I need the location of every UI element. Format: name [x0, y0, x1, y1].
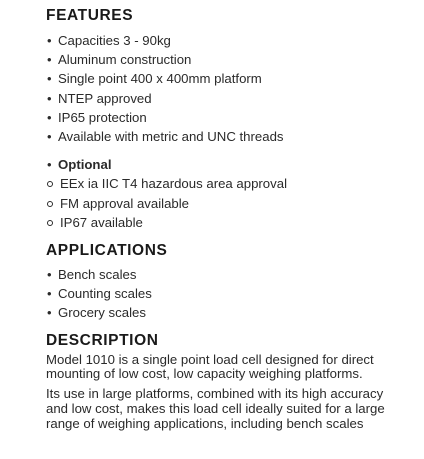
- bullet-icon: •: [47, 33, 52, 48]
- feature-item-text: IP65 protection: [58, 109, 147, 125]
- description-paragraph-1: [46, 353, 416, 383]
- features-heading: FEATURES: [46, 7, 134, 24]
- optional-list: [46, 155, 416, 174]
- feature-item: [46, 50, 416, 69]
- feature-item-text: NTEP approved: [58, 90, 152, 106]
- application-item-text: Bench scales: [58, 267, 137, 283]
- application-item: [46, 303, 416, 322]
- bullet-icon: •: [47, 109, 52, 125]
- optional-label: Optional: [58, 157, 112, 173]
- optional-sub-item-text: IP67 available: [60, 214, 143, 230]
- application-item-text: Counting scales: [58, 286, 152, 302]
- feature-item: [46, 89, 416, 108]
- description-line: mounting of low cost, low capacity weighing platforms.: [46, 366, 363, 382]
- feature-item-text: Available with metric and UNC threads: [58, 129, 284, 145]
- description-line: Its use in large platforms, combined with its high accuracy: [46, 386, 384, 402]
- description-line: range of weighing applications, including bench scales: [46, 415, 364, 431]
- feature-item: [46, 127, 416, 146]
- application-item: [46, 284, 416, 303]
- feature-item: [46, 108, 416, 127]
- bullet-icon: •: [47, 52, 52, 68]
- bullet-icon: •: [47, 286, 52, 302]
- description-heading: DESCRIPTION: [46, 331, 159, 349]
- bullet-icon: •: [47, 129, 52, 145]
- optional-sub-item: [46, 174, 416, 193]
- bullet-icon: •: [47, 71, 52, 87]
- optional-sub-list: [46, 174, 416, 232]
- feature-item: [46, 69, 416, 88]
- feature-item-text: Capacities 3 - 90kg: [58, 33, 171, 48]
- bullet-icon: •: [47, 157, 52, 173]
- description-line: and low cost, makes this load cell ideally suited for a large: [46, 401, 385, 417]
- optional-sub-item-text: FM approval available: [60, 195, 190, 211]
- applications-heading: APPLICATIONS: [46, 242, 168, 260]
- description-line: Model 1010 is a single point load cell designed for direct: [46, 351, 374, 367]
- optional-sub-item-text: EEx ia IIC T4 hazardous area approval: [60, 176, 288, 192]
- hollow-bullet-icon: [47, 220, 53, 226]
- feature-item: [46, 31, 416, 50]
- bullet-icon: •: [47, 90, 52, 106]
- optional-sub-item: [46, 213, 416, 232]
- applications-list: [46, 265, 416, 323]
- bullet-icon: •: [47, 305, 52, 321]
- description-paragraph-2: [46, 387, 416, 431]
- features-list: [46, 31, 416, 146]
- datasheet-content: [46, 6, 416, 432]
- application-item: [46, 265, 416, 284]
- hollow-bullet-icon: [47, 181, 53, 187]
- application-item-text: Grocery scales: [58, 305, 146, 321]
- bullet-icon: •: [47, 267, 52, 283]
- feature-item-text: Single point 400 x 400mm platform: [58, 71, 262, 87]
- optional-sub-item: [46, 194, 416, 213]
- feature-item-text: Aluminum construction: [58, 52, 192, 68]
- optional-item: [46, 155, 416, 174]
- hollow-bullet-icon: [47, 201, 53, 207]
